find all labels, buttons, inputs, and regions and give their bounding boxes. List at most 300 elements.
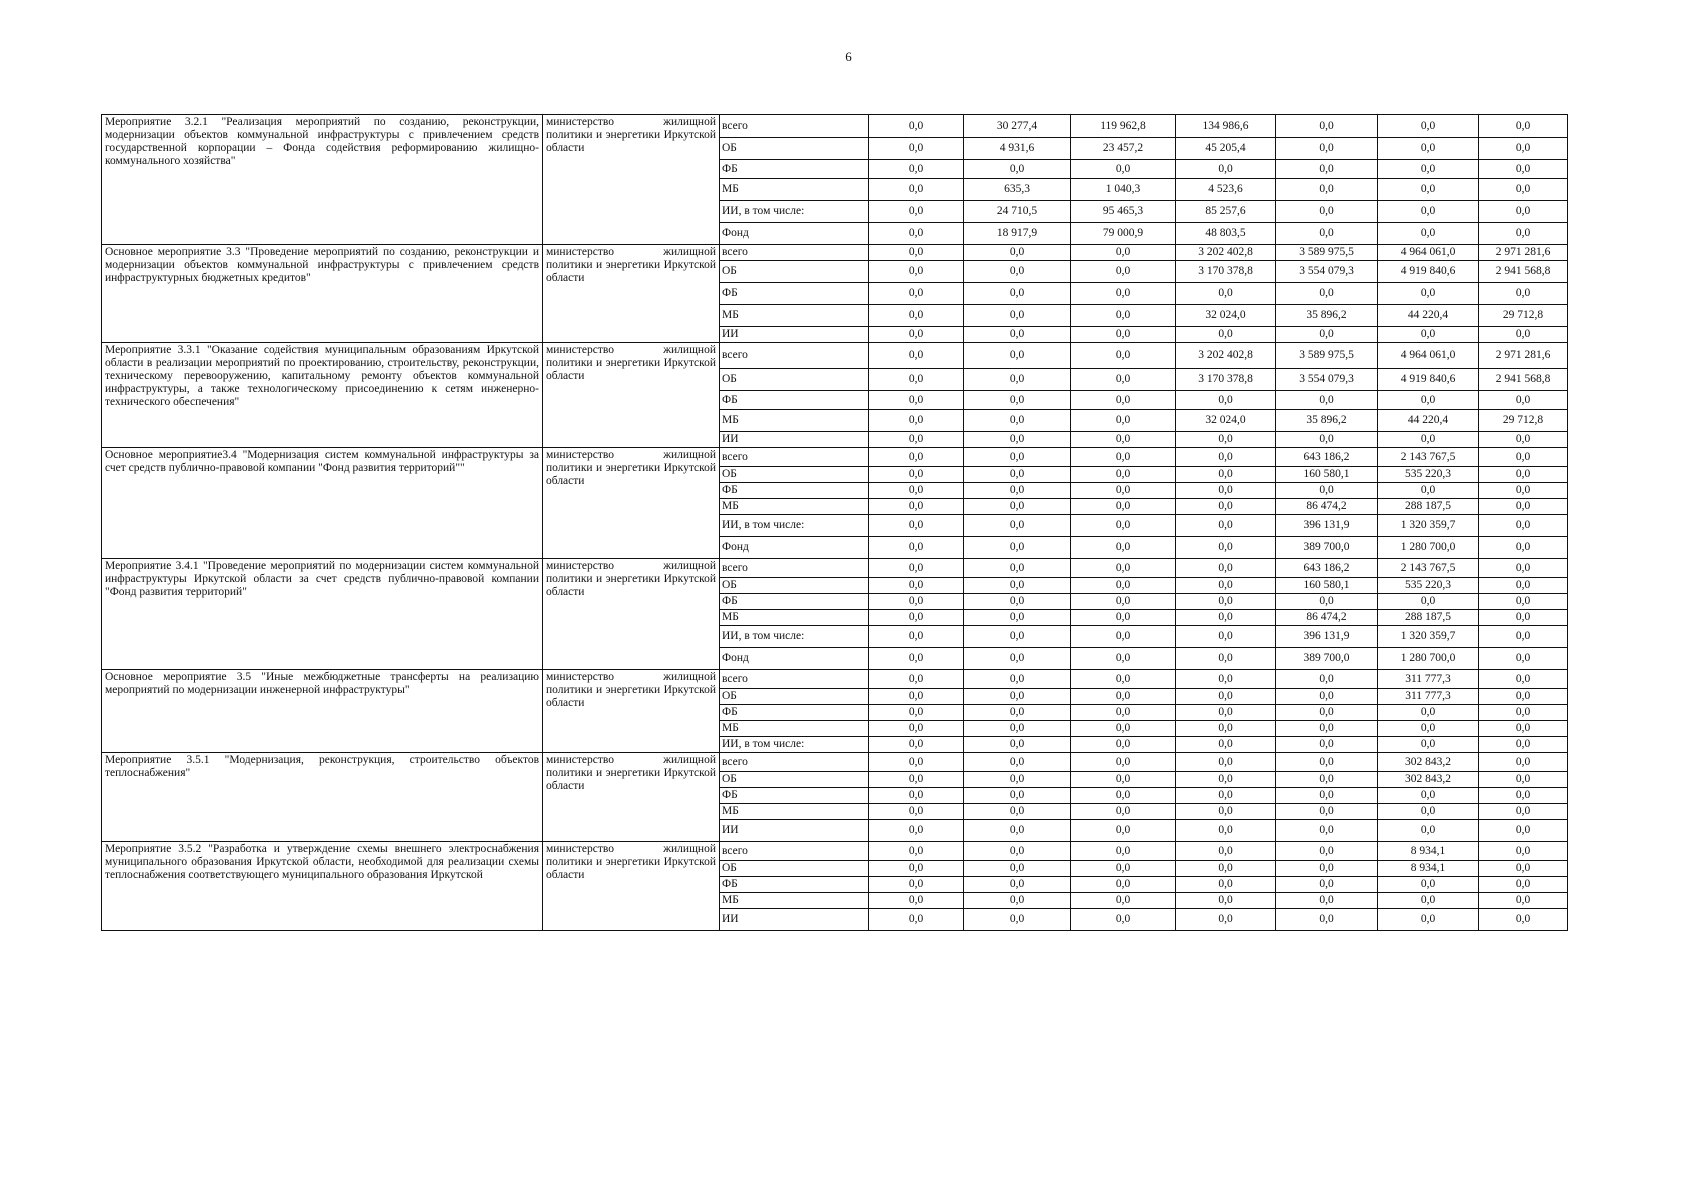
amount-cell: 0,0 [1071,877,1176,893]
amount-cell: 0,0 [1071,305,1176,327]
amount-cell: 4 919 840,6 [1378,261,1479,283]
amount-cell: 0,0 [1176,515,1276,537]
amount-cell: 0,0 [1071,537,1176,559]
amount-cell: 0,0 [869,610,964,626]
amount-cell: 0,0 [1176,594,1276,610]
funding-source-cell: ИИ [720,820,869,842]
funding-source-cell: ФБ [720,705,869,721]
amount-cell: 0,0 [964,410,1071,432]
funding-source-cell: ОБ [720,369,869,391]
amount-cell: 0,0 [964,391,1071,410]
amount-cell: 0,0 [1276,689,1378,705]
amount-cell: 0,0 [964,842,1071,861]
funding-source-cell: МБ [720,893,869,909]
amount-cell: 0,0 [869,737,964,753]
amount-cell: 8 934,1 [1378,842,1479,861]
funding-source-cell: ФБ [720,594,869,610]
amount-cell: 0,0 [1479,327,1568,343]
amount-cell: 396 131,9 [1276,626,1378,648]
amount-cell: 0,0 [869,648,964,670]
amount-cell: 0,0 [964,499,1071,515]
amount-cell: 0,0 [869,448,964,467]
funding-source-cell: МБ [720,499,869,515]
amount-cell: 0,0 [1071,245,1176,261]
amount-cell: 535 220,3 [1378,578,1479,594]
amount-cell: 3 554 079,3 [1276,369,1378,391]
amount-cell: 0,0 [964,327,1071,343]
amount-cell: 29 712,8 [1479,305,1568,327]
amount-cell: 0,0 [869,515,964,537]
amount-cell: 0,0 [1479,515,1568,537]
amount-cell: 0,0 [869,893,964,909]
amount-cell: 0,0 [1176,788,1276,804]
amount-cell: 0,0 [869,499,964,515]
amount-cell: 3 589 975,5 [1276,245,1378,261]
amount-cell: 0,0 [964,594,1071,610]
amount-cell: 0,0 [1276,788,1378,804]
amount-cell: 0,0 [1071,893,1176,909]
amount-cell: 35 896,2 [1276,305,1378,327]
amount-cell: 0,0 [869,820,964,842]
amount-cell: 0,0 [869,160,964,179]
amount-cell: 0,0 [1071,788,1176,804]
amount-cell: 0,0 [964,537,1071,559]
amount-cell: 0,0 [869,578,964,594]
amount-cell: 389 700,0 [1276,537,1378,559]
amount-cell: 0,0 [1176,772,1276,788]
amount-cell: 0,0 [869,559,964,578]
amount-cell: 0,0 [1479,705,1568,721]
amount-cell: 0,0 [1378,391,1479,410]
amount-cell: 0,0 [1479,804,1568,820]
funding-source-cell: ФБ [720,877,869,893]
amount-cell: 134 986,6 [1176,115,1276,138]
amount-cell: 0,0 [869,537,964,559]
amount-cell: 4 931,6 [964,138,1071,160]
amount-cell: 0,0 [1176,432,1276,448]
amount-cell: 2 941 568,8 [1479,261,1568,283]
amount-cell: 0,0 [1479,391,1568,410]
amount-cell: 86 474,2 [1276,610,1378,626]
amount-cell: 0,0 [964,343,1071,369]
amount-cell: 0,0 [1071,842,1176,861]
amount-cell: 44 220,4 [1378,410,1479,432]
amount-cell: 24 710,5 [964,201,1071,223]
amount-cell: 0,0 [869,467,964,483]
amount-cell: 0,0 [869,343,964,369]
amount-cell: 0,0 [964,305,1071,327]
funding-source-cell: ОБ [720,689,869,705]
table-row [102,670,1568,689]
amount-cell: 1 280 700,0 [1378,537,1479,559]
amount-cell: 0,0 [869,772,964,788]
amount-cell: 0,0 [1378,877,1479,893]
amount-cell: 0,0 [1071,648,1176,670]
funding-source-cell: всего [720,559,869,578]
amount-cell: 0,0 [1176,467,1276,483]
amount-cell: 0,0 [964,283,1071,305]
funding-source-cell: МБ [720,410,869,432]
amount-cell: 0,0 [869,689,964,705]
amount-cell: 0,0 [964,245,1071,261]
amount-cell: 0,0 [1071,467,1176,483]
funding-source-cell: ИИ, в том числе: [720,515,869,537]
amount-cell: 0,0 [1071,327,1176,343]
amount-cell: 85 257,6 [1176,201,1276,223]
amount-cell: 0,0 [1378,201,1479,223]
table-row [102,343,1568,369]
funding-source-cell: ИИ [720,432,869,448]
amount-cell: 0,0 [1071,369,1176,391]
amount-cell: 0,0 [869,283,964,305]
amount-cell: 0,0 [1071,448,1176,467]
event-name-cell: Мероприятие 3.5.1 "Модернизация, реконструкция, строительство объектов теплоснабжения" [102,753,543,842]
amount-cell: 0,0 [1071,283,1176,305]
amount-cell: 0,0 [1479,537,1568,559]
amount-cell: 3 202 402,8 [1176,245,1276,261]
amount-cell: 0,0 [1479,877,1568,893]
funding-source-cell: ИИ [720,909,869,931]
amount-cell: 29 712,8 [1479,410,1568,432]
amount-cell: 0,0 [1176,721,1276,737]
amount-cell: 1 320 359,7 [1378,515,1479,537]
amount-cell: 0,0 [1276,877,1378,893]
amount-cell: 0,0 [869,909,964,931]
amount-cell: 302 843,2 [1378,753,1479,772]
amount-cell: 48 803,5 [1176,223,1276,245]
amount-cell: 0,0 [1378,223,1479,245]
funding-source-cell: ИИ [720,327,869,343]
amount-cell: 0,0 [1071,705,1176,721]
amount-cell: 32 024,0 [1176,305,1276,327]
amount-cell: 0,0 [964,261,1071,283]
amount-cell: 0,0 [1276,594,1378,610]
amount-cell: 1 320 359,7 [1378,626,1479,648]
funding-source-cell: ФБ [720,788,869,804]
amount-cell: 0,0 [964,369,1071,391]
amount-cell: 0,0 [964,626,1071,648]
amount-cell: 0,0 [1378,737,1479,753]
executor-cell: министерство жилищной политики и энергетики Иркутской области [543,842,720,931]
funding-source-cell: всего [720,343,869,369]
amount-cell: 0,0 [1479,594,1568,610]
amount-cell: 0,0 [964,689,1071,705]
amount-cell: 0,0 [1479,909,1568,931]
amount-cell: 0,0 [1176,670,1276,689]
amount-cell: 0,0 [869,705,964,721]
amount-cell: 0,0 [869,201,964,223]
funding-source-cell: ФБ [720,483,869,499]
amount-cell: 0,0 [869,483,964,499]
amount-cell: 0,0 [1378,283,1479,305]
amount-cell: 0,0 [1479,138,1568,160]
amount-cell: 0,0 [1479,648,1568,670]
amount-cell: 0,0 [1479,670,1568,689]
amount-cell: 635,3 [964,179,1071,201]
amount-cell: 0,0 [1176,160,1276,179]
table-row [102,753,1568,772]
amount-cell: 0,0 [1276,820,1378,842]
amount-cell: 288 187,5 [1378,610,1479,626]
executor-cell: министерство жилищной политики и энергетики Иркутской области [543,245,720,343]
event-name-cell: Основное мероприятие3.4 "Модернизация систем коммунальной инфраструктуры за счет средств публично-правовой компании "Фонд развития территорий"" [102,448,543,559]
amount-cell: 0,0 [1276,721,1378,737]
amount-cell: 0,0 [1071,578,1176,594]
amount-cell: 0,0 [1479,753,1568,772]
amount-cell: 0,0 [869,432,964,448]
amount-cell: 0,0 [1071,670,1176,689]
amount-cell: 0,0 [1276,705,1378,721]
amount-cell: 0,0 [1276,753,1378,772]
amount-cell: 0,0 [1378,804,1479,820]
amount-cell: 0,0 [1176,737,1276,753]
amount-cell: 0,0 [1176,893,1276,909]
amount-cell: 2 971 281,6 [1479,245,1568,261]
amount-cell: 643 186,2 [1276,448,1378,467]
amount-cell: 0,0 [1176,861,1276,877]
amount-cell: 0,0 [1176,626,1276,648]
amount-cell: 0,0 [1071,721,1176,737]
table-row [102,245,1568,261]
amount-cell: 2 941 568,8 [1479,369,1568,391]
amount-cell: 0,0 [1176,820,1276,842]
amount-cell: 3 589 975,5 [1276,343,1378,369]
amount-cell: 0,0 [1479,721,1568,737]
amount-cell: 0,0 [1176,483,1276,499]
amount-cell: 0,0 [869,626,964,648]
amount-cell: 0,0 [869,179,964,201]
amount-cell: 0,0 [1176,578,1276,594]
funding-source-cell: всего [720,115,869,138]
amount-cell: 0,0 [964,804,1071,820]
amount-cell: 0,0 [1276,327,1378,343]
amount-cell: 0,0 [869,721,964,737]
amount-cell: 0,0 [869,327,964,343]
amount-cell: 0,0 [1071,559,1176,578]
amount-cell: 119 962,8 [1071,115,1176,138]
amount-cell: 302 843,2 [1378,772,1479,788]
amount-cell: 0,0 [1071,515,1176,537]
amount-cell: 0,0 [1176,804,1276,820]
amount-cell: 0,0 [1071,820,1176,842]
funding-source-cell: ИИ, в том числе: [720,626,869,648]
funding-source-cell: всего [720,448,869,467]
amount-cell: 0,0 [1176,689,1276,705]
table-row [102,842,1568,861]
amount-cell: 0,0 [1479,737,1568,753]
amount-cell: 0,0 [1378,893,1479,909]
amount-cell: 643 186,2 [1276,559,1378,578]
amount-cell: 0,0 [1071,160,1176,179]
amount-cell: 0,0 [1479,772,1568,788]
amount-cell: 0,0 [1479,578,1568,594]
amount-cell: 0,0 [1176,909,1276,931]
amount-cell: 0,0 [1479,432,1568,448]
amount-cell: 0,0 [1378,179,1479,201]
amount-cell: 0,0 [1176,877,1276,893]
executor-cell: министерство жилищной политики и энергетики Иркутской области [543,115,720,245]
amount-cell: 0,0 [1276,160,1378,179]
event-name-cell: Мероприятие 3.2.1 "Реализация мероприятий по созданию, реконструкции, модернизации объектов коммунальной инфраструктуры с привлечением средств государственной корпорации – Фонда содействия реформированию жилищно-коммунального хозяйства" [102,115,543,245]
amount-cell: 0,0 [1176,559,1276,578]
amount-cell: 8 934,1 [1378,861,1479,877]
amount-cell: 0,0 [1479,201,1568,223]
amount-cell: 32 024,0 [1176,410,1276,432]
amount-cell: 0,0 [1378,721,1479,737]
table-row [102,115,1568,138]
amount-cell: 0,0 [964,788,1071,804]
amount-cell: 23 457,2 [1071,138,1176,160]
amount-cell: 0,0 [1479,788,1568,804]
amount-cell: 0,0 [964,448,1071,467]
amount-cell: 0,0 [1378,820,1479,842]
funding-source-cell: МБ [720,721,869,737]
funding-source-cell: ИИ, в том числе: [720,737,869,753]
amount-cell: 2 143 767,5 [1378,559,1479,578]
funding-source-cell: всего [720,670,869,689]
amount-cell: 0,0 [1378,483,1479,499]
amount-cell: 0,0 [869,410,964,432]
amount-cell: 0,0 [964,893,1071,909]
amount-cell: 0,0 [1378,138,1479,160]
event-name-cell: Мероприятие 3.3.1 "Оказание содействия муниципальным образованиям Иркутской области в реализации мероприятий по проектированию, строительству, реконструкции, техническому перевооружению, капитальному ремонту объектов коммунальной инфраструктуры, а также технологическому присоединению к сетям инженерно-технического обеспечения" [102,343,543,448]
amount-cell: 0,0 [1071,610,1176,626]
amount-cell: 0,0 [1479,160,1568,179]
amount-cell: 0,0 [1276,861,1378,877]
amount-cell: 2 143 767,5 [1378,448,1479,467]
amount-cell: 0,0 [1071,772,1176,788]
amount-cell: 0,0 [1071,410,1176,432]
amount-cell: 0,0 [1276,391,1378,410]
amount-cell: 396 131,9 [1276,515,1378,537]
amount-cell: 0,0 [1479,115,1568,138]
table-row [102,559,1568,578]
amount-cell: 389 700,0 [1276,648,1378,670]
amount-cell: 0,0 [1071,499,1176,515]
amount-cell: 0,0 [964,670,1071,689]
funding-source-cell: Фонд [720,648,869,670]
amount-cell: 535 220,3 [1378,467,1479,483]
amount-cell: 3 170 378,8 [1176,369,1276,391]
amount-cell: 0,0 [1176,753,1276,772]
financing-table [101,114,1568,931]
amount-cell: 0,0 [1071,753,1176,772]
event-name-cell: Основное мероприятие 3.5 "Иные межбюджетные трансферты на реализацию мероприятий по модернизации инженерной инфраструктуры" [102,670,543,753]
amount-cell: 4 964 061,0 [1378,245,1479,261]
amount-cell: 0,0 [964,753,1071,772]
amount-cell: 0,0 [1176,705,1276,721]
amount-cell: 0,0 [1071,689,1176,705]
amount-cell: 0,0 [1071,391,1176,410]
funding-source-cell: ОБ [720,261,869,283]
amount-cell: 160 580,1 [1276,467,1378,483]
amount-cell: 0,0 [1479,448,1568,467]
amount-cell: 0,0 [1276,842,1378,861]
funding-source-cell: ФБ [720,283,869,305]
amount-cell: 0,0 [1479,223,1568,245]
amount-cell: 0,0 [1479,559,1568,578]
amount-cell: 0,0 [1378,788,1479,804]
amount-cell: 0,0 [1071,909,1176,931]
amount-cell: 0,0 [1479,179,1568,201]
amount-cell: 0,0 [1276,432,1378,448]
amount-cell: 0,0 [1176,327,1276,343]
amount-cell: 0,0 [1276,670,1378,689]
amount-cell: 0,0 [1378,115,1479,138]
amount-cell: 3 554 079,3 [1276,261,1378,283]
amount-cell: 0,0 [1479,893,1568,909]
funding-source-cell: ОБ [720,138,869,160]
amount-cell: 0,0 [1378,909,1479,931]
amount-cell: 0,0 [964,160,1071,179]
event-name-cell: Основное мероприятие 3.3 "Проведение мероприятий по созданию, реконструкции и модернизации объектов коммунальной инфраструктуры с привлечением средств инфраструктурных бюджетных кредитов" [102,245,543,343]
amount-cell: 0,0 [964,648,1071,670]
amount-cell: 160 580,1 [1276,578,1378,594]
amount-cell: 0,0 [1276,483,1378,499]
funding-source-cell: ОБ [720,578,869,594]
amount-cell: 4 919 840,6 [1378,369,1479,391]
amount-cell: 0,0 [1276,283,1378,305]
amount-cell: 0,0 [964,483,1071,499]
amount-cell: 0,0 [964,721,1071,737]
amount-cell: 0,0 [1276,737,1378,753]
amount-cell: 0,0 [1071,343,1176,369]
table-row [102,448,1568,467]
amount-cell: 0,0 [869,115,964,138]
amount-cell: 0,0 [1479,467,1568,483]
amount-cell: 0,0 [964,737,1071,753]
funding-source-cell: всего [720,753,869,772]
amount-cell: 44 220,4 [1378,305,1479,327]
funding-source-cell: МБ [720,610,869,626]
amount-cell: 0,0 [1276,223,1378,245]
amount-cell: 0,0 [1479,689,1568,705]
amount-cell: 2 971 281,6 [1479,343,1568,369]
amount-cell: 0,0 [1071,594,1176,610]
amount-cell: 0,0 [1176,499,1276,515]
amount-cell: 0,0 [964,578,1071,594]
amount-cell: 0,0 [1479,842,1568,861]
amount-cell: 0,0 [869,753,964,772]
amount-cell: 0,0 [869,305,964,327]
event-name-cell: Мероприятие 3.4.1 "Проведение мероприятий по модернизации систем коммунальной инфраструктуры Иркутской области за счет средств публично-правовой компании "Фонд развития территорий" [102,559,543,670]
amount-cell: 0,0 [869,670,964,689]
funding-source-cell: ФБ [720,160,869,179]
amount-cell: 0,0 [964,432,1071,448]
funding-source-cell: Фонд [720,537,869,559]
amount-cell: 45 205,4 [1176,138,1276,160]
amount-cell: 0,0 [1176,448,1276,467]
amount-cell: 3 202 402,8 [1176,343,1276,369]
amount-cell: 35 896,2 [1276,410,1378,432]
amount-cell: 311 777,3 [1378,670,1479,689]
executor-cell: министерство жилищной политики и энергетики Иркутской области [543,448,720,559]
amount-cell: 0,0 [869,594,964,610]
amount-cell: 0,0 [1071,737,1176,753]
funding-source-cell: МБ [720,804,869,820]
amount-cell: 0,0 [869,261,964,283]
amount-cell: 0,0 [869,861,964,877]
amount-cell: 0,0 [1378,594,1479,610]
amount-cell: 0,0 [1176,391,1276,410]
page-number: 6 [845,49,852,64]
amount-cell: 0,0 [869,804,964,820]
funding-source-cell: ИИ, в том числе: [720,201,869,223]
amount-cell: 0,0 [1479,861,1568,877]
funding-source-cell: МБ [720,179,869,201]
amount-cell: 0,0 [1378,705,1479,721]
funding-source-cell: всего [720,245,869,261]
